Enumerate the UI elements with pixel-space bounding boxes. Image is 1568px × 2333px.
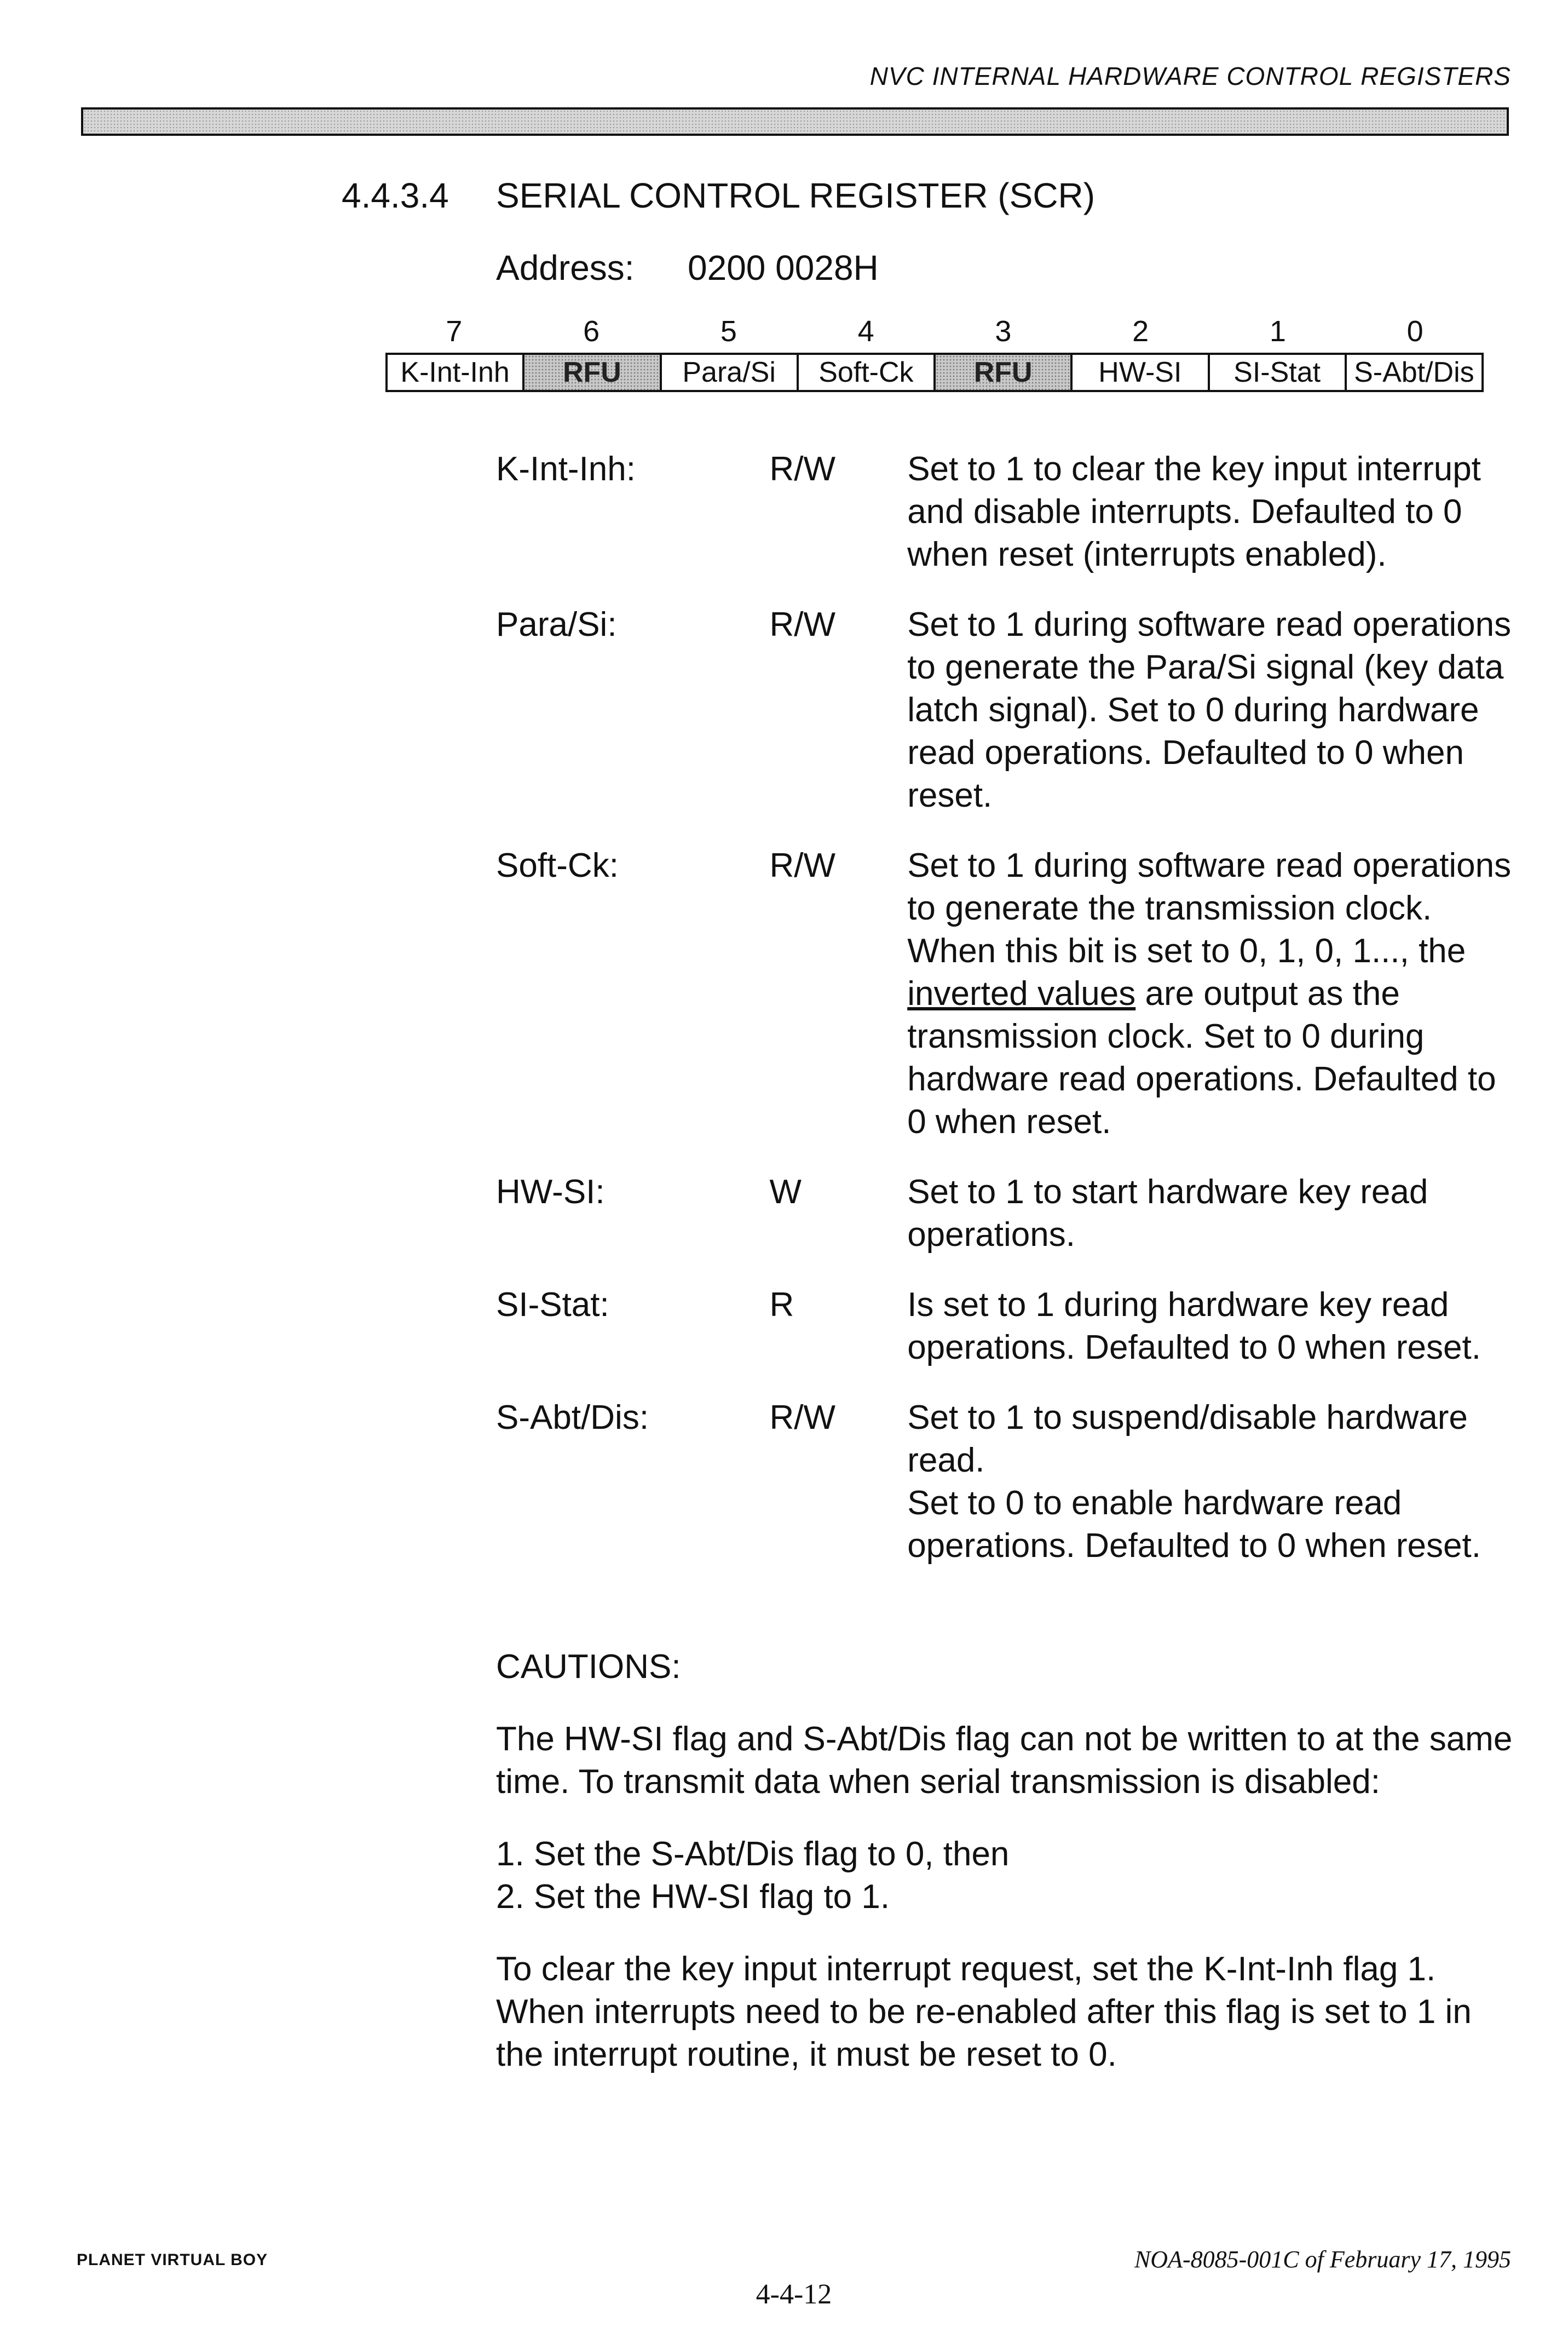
- register-cell-soft-ck: Soft-Ck: [799, 355, 936, 390]
- field-row: [496, 1397, 1514, 1567]
- field-access: R/W: [769, 606, 835, 643]
- description-text: Set to 0 to enable hardware read operations. Defaulted to 0 when reset.: [907, 1484, 1481, 1565]
- bit-number: 6: [583, 315, 600, 348]
- page-number: 4-4-12: [756, 2279, 832, 2310]
- field-access: R/W: [769, 1399, 835, 1436]
- bit-number: 0: [1406, 315, 1423, 348]
- bit-number: 2: [1132, 315, 1149, 348]
- cautions-step: 2. Set the HW-SI flag to 1.: [496, 1878, 890, 1916]
- field-access: R/W: [769, 847, 835, 884]
- field-descriptions: [496, 448, 1514, 1595]
- bit-number: 3: [995, 315, 1012, 348]
- address-label: Address:: [496, 248, 635, 288]
- field-row: [496, 448, 1514, 576]
- field-row: [496, 844, 1514, 1143]
- bit-number: 7: [446, 315, 463, 348]
- underlined-term: inverted values: [907, 975, 1136, 1013]
- register-diagram: [385, 353, 1484, 392]
- cautions-steps: [496, 1833, 1514, 1918]
- running-header: NVC INTERNAL HARDWARE CONTROL REGISTERS: [869, 62, 1511, 90]
- register-cell-k-int-inh: K-Int-Inh: [388, 355, 524, 390]
- description-text: are output as the transmission clock. Set to 0 during hardware read operations. Defaulted to 0 when reset.: [907, 975, 1496, 1141]
- field-row: [496, 604, 1514, 817]
- cautions-paragraph: To clear the key input interrupt request, set the K-Int-Inh flag 1. When interrupts need to be re-enabled after this flag is set to 1 in the interrupt routine, it must be reset to 0.: [496, 1950, 1472, 2073]
- register-cell-si-stat: SI-Stat: [1210, 355, 1347, 390]
- cautions-paragraph: The HW-SI flag and S-Abt/Dis flag can not be written to at the same time. To transmit data when serial transmission is disabled:: [496, 1720, 1513, 1801]
- field-description: Set to 1 during software read operations to generate the Para/Si signal (key data latch signal). Set to 0 during hardware read operations. Defaulted to 0 when reset.: [907, 606, 1512, 814]
- field-name: K-Int-Inh:: [496, 450, 636, 488]
- field-name: Soft-Ck:: [496, 847, 619, 884]
- register-cell-para-si: Para/Si: [662, 355, 799, 390]
- field-name: Para/Si:: [496, 606, 617, 643]
- address-value: 0200 0028H: [688, 248, 879, 288]
- bit-number: 4: [857, 315, 874, 348]
- field-description: [907, 844, 1514, 1143]
- description-text: Set to 1 during software read operations to generate the transmission clock. When this bit is set to 0, 1, 0, 1..., the: [907, 847, 1512, 970]
- cautions-section: [496, 1646, 1514, 2106]
- register-cell-rfu-reserved: RFU: [524, 355, 661, 390]
- register-cell-hw-si: HW-SI: [1073, 355, 1209, 390]
- field-name: S-Abt/Dis:: [496, 1399, 649, 1436]
- register-cell-rfu-reserved: RFU: [936, 355, 1073, 390]
- field-description: Is set to 1 during hardware key read operations. Defaulted to 0 when reset.: [907, 1286, 1481, 1366]
- cautions-step: 1. Set the S-Abt/Dis flag to 0, then: [496, 1835, 1010, 1873]
- section-title: SERIAL CONTROL REGISTER (SCR): [496, 176, 1096, 215]
- register-bit-numbers: [385, 314, 1484, 347]
- field-access: W: [769, 1173, 802, 1211]
- description-text: Set to 1 to suspend/disable hardware read.: [907, 1399, 1468, 1479]
- field-access: R/W: [769, 450, 835, 488]
- field-description: [907, 1397, 1514, 1567]
- field-name: HW-SI:: [496, 1173, 605, 1211]
- field-access: R: [769, 1286, 794, 1324]
- bit-number: 1: [1269, 315, 1286, 348]
- footer-publication: PLANET VIRTUAL BOY: [77, 2251, 268, 2269]
- field-row: [496, 1171, 1514, 1256]
- field-row: [496, 1284, 1514, 1369]
- cautions-heading: CAUTIONS:: [496, 1648, 681, 1686]
- section-number: 4.4.3.4: [342, 176, 449, 215]
- field-description: Set to 1 to clear the key input interrupt and disable interrupts. Defaulted to 0 when reset (interrupts enabled).: [907, 450, 1481, 573]
- field-description: Set to 1 to start hardware key read operations.: [907, 1173, 1428, 1254]
- register-cell-s-abt-dis: S-Abt/Dis: [1354, 357, 1474, 388]
- field-name: SI-Stat:: [496, 1286, 609, 1324]
- bit-number: 5: [720, 315, 737, 348]
- header-rule-bar: [81, 107, 1509, 136]
- footer-document-id: NOA-8085-001C of February 17, 1995: [1134, 2246, 1511, 2273]
